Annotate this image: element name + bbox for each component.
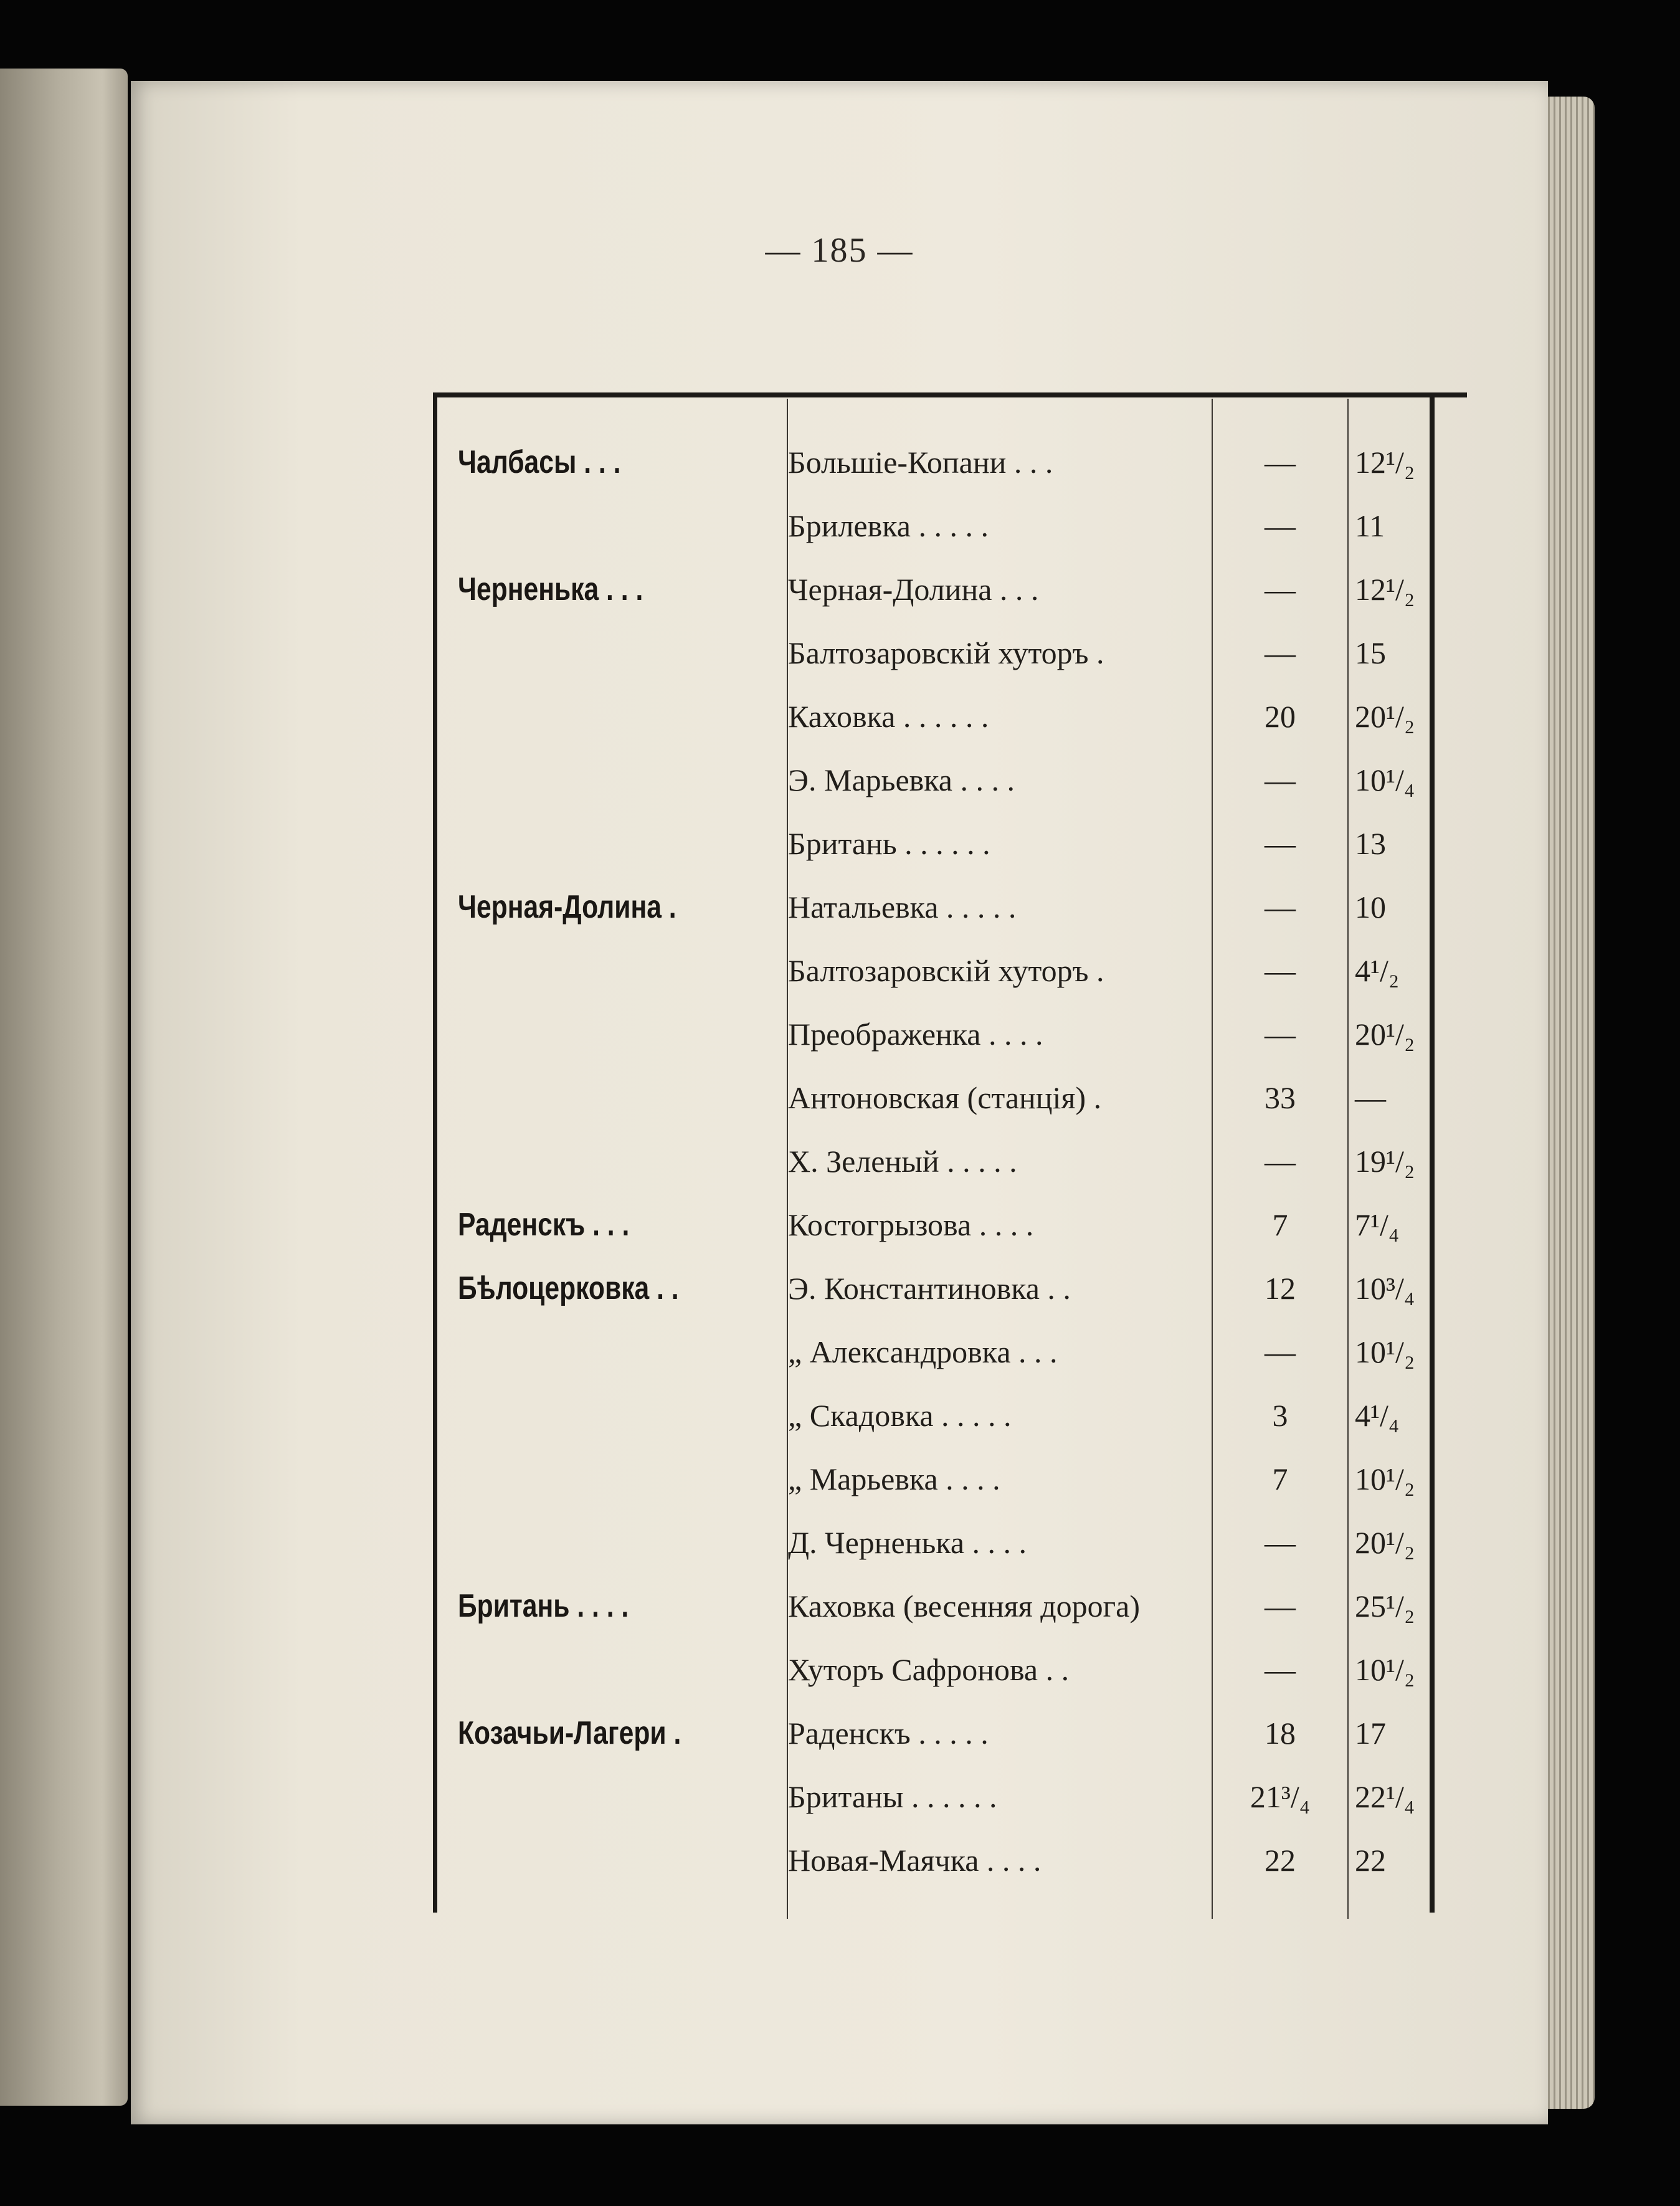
value-cell-2: 10¹/₂ [1355,1652,1415,1687]
destination-cell: Д. Черненька . . . . [788,1525,1027,1560]
table-row [433,876,1430,938]
table-row [433,1638,1430,1701]
table-row [433,622,1430,684]
origin-cell [458,939,744,1002]
value-cell-1: — [1265,635,1296,670]
origin-cell: Британь . . . . [458,1588,629,1624]
table-row [433,1829,1430,1891]
origin-cell [458,1511,744,1574]
value-cell-2: 20¹/₂ [1355,1017,1415,1052]
destination-cell: Каховка . . . . . . [788,699,989,734]
destination-cell: Э. Константиновка . . [788,1271,1071,1306]
table-row [433,1511,1430,1574]
value-cell-1: — [1265,890,1296,925]
destination-cell: Британы . . . . . . [788,1779,997,1814]
value-cell-1: 22 [1265,1843,1296,1878]
value-cell-1: — [1265,1652,1296,1687]
origin-cell [458,495,744,557]
destination-cell: Брилевка . . . . . [788,508,989,543]
destination-cell: Балтозаровскій хуторъ . [788,635,1104,670]
origin-cell: Черная-Долина . [458,889,676,925]
value-cell-2: 10³/₄ [1355,1271,1415,1306]
destination-cell: Раденскъ . . . . . [788,1716,989,1751]
origin-cell [458,685,744,748]
destination-cell: „ Марьевка . . . . [788,1462,1000,1496]
value-cell-1: — [1265,1144,1296,1179]
value-cell-1: — [1265,763,1296,797]
destination-cell: Хуторъ Сафронова . . [788,1652,1070,1687]
value-cell-1: 7 [1272,1462,1288,1496]
destination-cell: Антоновская (станція) . [788,1080,1102,1115]
value-cell-2: 10 [1355,890,1386,925]
value-cell-2: — [1355,1080,1386,1115]
origin-cell [458,1829,744,1891]
destination-cell: Черная-Долина . . . [788,572,1039,607]
origin-cell: Чалбасы . . . [458,444,621,480]
origin-cell: Бѣлоцерковка . . [458,1270,679,1306]
value-cell-1: — [1265,1525,1296,1560]
value-cell-2: 17 [1355,1716,1386,1751]
destination-cell: Э. Марьевка . . . . [788,763,1015,797]
value-cell-1: 3 [1272,1398,1288,1433]
table-right-rule [1430,392,1435,1913]
destination-cell: Большіе-Копани . . . [788,445,1053,480]
destination-cell: Натальевка . . . . . [788,890,1017,925]
table-row [433,1702,1430,1764]
value-cell-2: 10¹/₄ [1355,763,1415,797]
value-cell-1: — [1265,826,1296,861]
origin-cell: Черненька . . . [458,571,643,607]
value-cell-1: 18 [1265,1716,1296,1751]
destination-cell: Балтозаровскій хуторъ . [788,953,1104,988]
value-cell-1: 7 [1272,1207,1288,1242]
table-row [433,685,1430,748]
origin-cell [458,622,744,684]
value-cell-2: 20¹/₂ [1355,699,1415,734]
value-cell-2: 4¹/₂ [1355,953,1400,988]
origin-cell [458,1384,744,1447]
value-cell-2: 10¹/₂ [1355,1334,1415,1369]
origin-cell [458,1638,744,1701]
table-row [433,1575,1430,1637]
table-row [433,749,1430,811]
destination-cell: Британь . . . . . . [788,826,990,861]
destination-cell: Каховка (весенняя дорога) [788,1589,1141,1624]
value-cell-2: 4¹/₄ [1355,1398,1400,1433]
origin-cell [458,1766,744,1828]
page-number: — 185 — [765,231,914,270]
table-row [433,1194,1430,1256]
table-row [433,939,1430,1002]
value-cell-2: 25¹/₂ [1355,1589,1415,1624]
value-cell-1: 33 [1265,1080,1296,1115]
value-cell-1: — [1265,508,1296,543]
origin-cell: Раденскъ . . . [458,1207,630,1243]
table-row [433,1130,1430,1192]
table-row [433,1384,1430,1447]
table-row [433,495,1430,557]
table-row [433,431,1430,493]
table-row [433,1067,1430,1129]
value-cell-2: 20¹/₂ [1355,1525,1415,1560]
table-row [433,1321,1430,1383]
destination-cell: Новая-Маячка . . . . [788,1843,1042,1878]
origin-cell: Козачьи-Лагери . [458,1715,681,1751]
value-cell-1: — [1265,1017,1296,1052]
destination-cell: „ Александровка . . . [788,1334,1058,1369]
value-cell-1: — [1265,572,1296,607]
value-cell-1: — [1265,1334,1296,1369]
value-cell-1: — [1265,1589,1296,1624]
origin-cell [458,1067,744,1129]
value-cell-2: 22¹/₄ [1355,1779,1415,1814]
value-cell-1: 20 [1265,699,1296,734]
table-row [433,1448,1430,1510]
value-cell-2: 12¹/₂ [1355,445,1415,480]
table-row [433,812,1430,875]
origin-cell [458,749,744,811]
origin-cell [458,1003,744,1065]
origin-cell [458,1130,744,1192]
table-row [433,1003,1430,1065]
value-cell-2: 13 [1355,826,1386,861]
destination-cell: Преображенка . . . . [788,1017,1043,1052]
value-cell-2: 19¹/₂ [1355,1144,1415,1179]
value-cell-2: 12¹/₂ [1355,572,1415,607]
value-cell-2: 7¹/₄ [1355,1207,1400,1242]
value-cell-2: 22 [1355,1843,1386,1878]
origin-cell [458,1321,744,1383]
destination-cell: Костогрызова . . . . [788,1207,1034,1242]
value-cell-2: 10¹/₂ [1355,1462,1415,1496]
table-top-rule [433,392,1467,397]
destination-cell: „ Скадовка . . . . . [788,1398,1012,1433]
origin-cell [458,1448,744,1510]
value-cell-1: 21³/₄ [1250,1779,1311,1814]
left-page-edge [0,69,128,2106]
value-cell-2: 15 [1355,635,1386,670]
distance-table [433,392,1467,1937]
value-cell-2: 11 [1355,508,1385,543]
value-cell-1: — [1265,953,1296,988]
table-row [433,1257,1430,1319]
table-row [433,558,1430,620]
value-cell-1: — [1265,445,1296,480]
origin-cell [458,812,744,875]
value-cell-1: 12 [1265,1271,1296,1306]
table-row [433,1766,1430,1828]
book-page [131,81,1548,2124]
destination-cell: Х. Зеленый . . . . . [788,1144,1017,1179]
